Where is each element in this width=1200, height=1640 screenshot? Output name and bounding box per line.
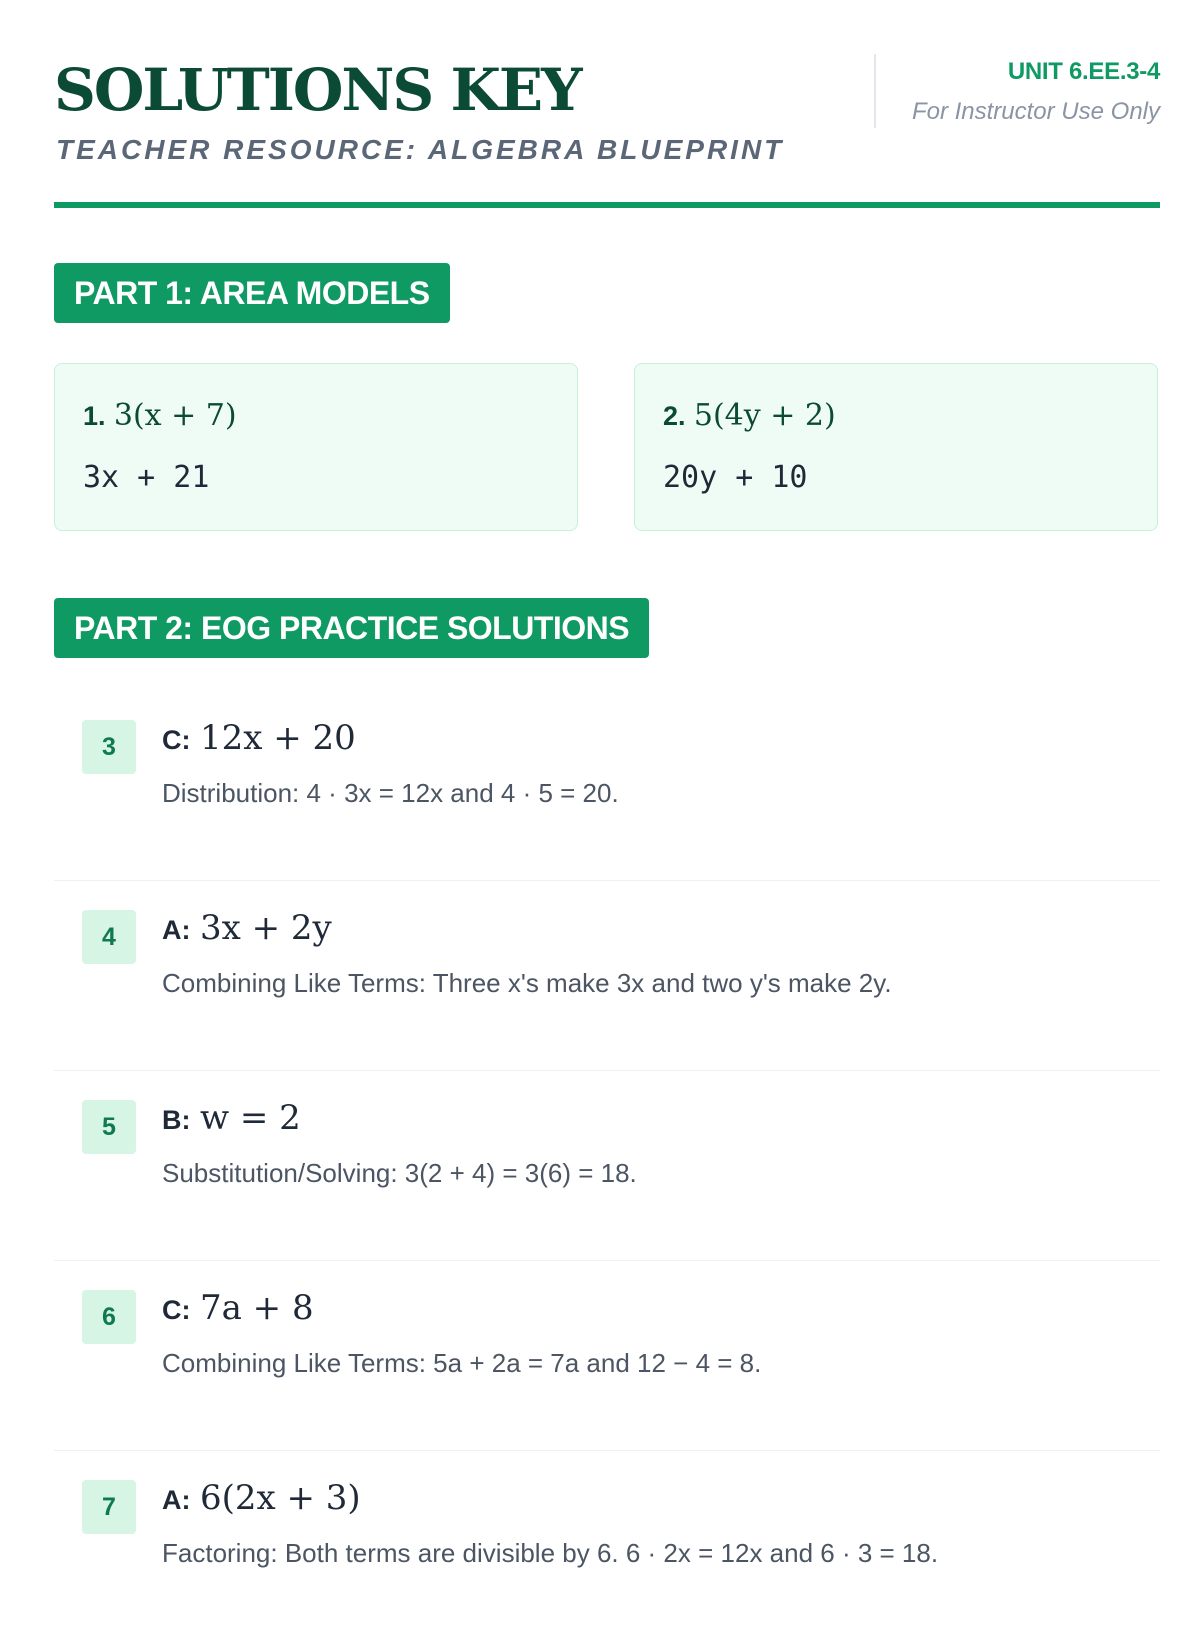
card-problem — [83, 398, 237, 433]
question-number-badge: 5 — [82, 1100, 136, 1154]
solution-answer — [162, 1478, 361, 1518]
answer-choice: A: — [162, 1485, 191, 1515]
card-answer: 20y + 10 — [663, 460, 808, 495]
answer-choice: A: — [162, 915, 191, 945]
answer-expression: 3x + 2y — [199, 908, 332, 948]
audience-note: For Instructor Use Only — [911, 98, 1160, 125]
answer-choice: C: — [162, 725, 191, 755]
solution-explanation: Factoring: Both terms are divisible by 6. 6 · 2x = 12x and 6 · 3 = 18. — [162, 1538, 939, 1568]
solution-answer — [162, 718, 356, 758]
solution-item-3 — [54, 690, 1160, 881]
part2-heading: PART 2: EOG PRACTICE SOLUTIONS — [54, 598, 649, 658]
part1-heading: PART 1: AREA MODELS — [54, 263, 450, 323]
question-number-badge: 7 — [82, 1480, 136, 1534]
question-number-badge: 6 — [82, 1290, 136, 1344]
area-model-card-2 — [634, 363, 1158, 531]
header — [54, 50, 1160, 210]
page-title: SOLUTIONS KEY — [54, 56, 581, 124]
solution-answer — [162, 908, 332, 948]
header-divider — [874, 54, 876, 128]
page-subtitle: TEACHER RESOURCE: ALGEBRA BLUEPRINT — [56, 134, 785, 165]
solution-item-5 — [54, 1070, 1160, 1261]
solution-answer — [162, 1288, 314, 1328]
solution-explanation: Substitution/Solving: 3(2 + 4) = 3(6) = 18. — [162, 1158, 637, 1188]
solution-answer — [162, 1098, 301, 1138]
question-number-badge: 3 — [82, 720, 136, 774]
solution-explanation: Combining Like Terms: 5a + 2a = 7a and 12 − 4 = 8. — [162, 1348, 762, 1378]
solution-item-6 — [54, 1260, 1160, 1451]
problem-expression: 5(4y + 2) — [693, 398, 836, 433]
problem-number: 1. — [83, 401, 106, 431]
solution-explanation: Combining Like Terms: Three x's make 3x and two y's make 2y. — [162, 968, 892, 998]
problem-number: 2. — [663, 401, 686, 431]
card-problem — [663, 398, 836, 433]
solution-explanation: Distribution: 4 · 3x = 12x and 4 · 5 = 20. — [162, 778, 619, 808]
solution-item-7 — [54, 1450, 1160, 1640]
header-rule — [54, 202, 1160, 208]
card-answer: 3x + 21 — [83, 460, 210, 495]
solution-item-4 — [54, 880, 1160, 1071]
answer-choice: C: — [162, 1295, 191, 1325]
answer-expression: 7a + 8 — [199, 1288, 314, 1328]
answer-expression: w = 2 — [199, 1098, 301, 1138]
answer-expression: 6(2x + 3) — [199, 1478, 361, 1518]
area-model-card-1 — [54, 363, 578, 531]
question-number-badge: 4 — [82, 910, 136, 964]
problem-expression: 3(x + 7) — [113, 398, 237, 433]
answer-expression: 12x + 20 — [199, 718, 356, 758]
unit-code: UNIT 6.EE.3-4 — [1007, 58, 1160, 85]
answer-choice: B: — [162, 1105, 191, 1135]
